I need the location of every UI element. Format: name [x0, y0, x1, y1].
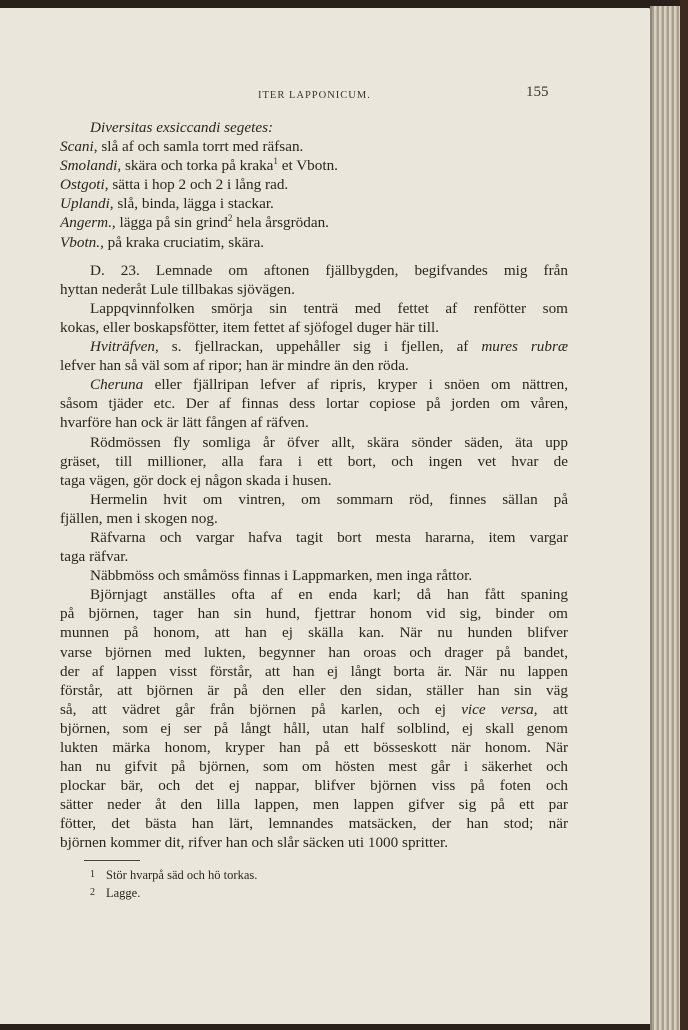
- line-text: , s. fjellrackan, uppehåller sig i fjellen, af: [154, 338, 482, 356]
- page-header: [0, 84, 652, 104]
- text-line: [60, 662, 568, 681]
- text-line: [60, 566, 568, 585]
- item-text-tail: hela årsgrödan.: [232, 214, 329, 232]
- line-text: förstår, att björnen är på den eller den sidan, ställer han sin väg: [60, 681, 568, 699]
- text-line: [60, 337, 568, 356]
- line-text: björnen kommer dit, rifver han och slår säcken uti 1000 spritter.: [60, 834, 449, 852]
- italic-term: Hviträfven: [90, 338, 155, 356]
- list-item: [60, 137, 568, 156]
- text-line: [60, 375, 568, 394]
- text-line: [60, 585, 568, 604]
- place-name: Vbotn.: [60, 233, 101, 251]
- body-text: [60, 118, 568, 853]
- item-text: , slå, binda, lägga i stackar.: [109, 195, 274, 213]
- line-text: på björnen, tager han sin hund, fjettrar honom vid sig, binder om: [60, 605, 568, 623]
- item-text-tail: et Vbotn.: [277, 157, 338, 175]
- text-line: [60, 547, 568, 566]
- item-text: , lägga på sin grind: [111, 214, 228, 232]
- text-line: [60, 719, 568, 738]
- text-line: [60, 738, 568, 757]
- list-item: [60, 233, 568, 252]
- text-line: [60, 471, 568, 490]
- italic-term: Cheruna: [90, 376, 144, 394]
- text-line: [60, 280, 568, 299]
- footnote-number: 2: [90, 887, 95, 898]
- line-text: Hermelin hvit om vintren, om sommarn röd, finnes sällan på: [90, 490, 568, 508]
- line-text: lefver han så väl som af ripor; han är mindre än den röda.: [60, 357, 409, 375]
- line-text: gräset, till millioner, alla fara i ett bort, och ingen vet hvar de: [60, 452, 568, 470]
- line-text: taga räfvar.: [60, 548, 129, 566]
- text-line: [60, 681, 568, 700]
- line-text: lukten märka honom, kryper han på ett bösseskott när honom. När: [60, 739, 568, 756]
- place-name: Scani: [60, 138, 94, 156]
- running-title: ITER LAPPONICUM.: [258, 90, 371, 101]
- line-text: hvarföre han ock är lätt fången af räfven.: [60, 414, 309, 432]
- list-item: [60, 175, 568, 194]
- text-line: [60, 643, 568, 662]
- footnote-rule: [84, 860, 140, 861]
- line-text-tail: , att: [533, 700, 568, 718]
- footnote-text: Lagge.: [106, 886, 141, 900]
- item-text: , slå af och samla torrt med räfsan.: [93, 138, 304, 156]
- text-line: [60, 261, 568, 280]
- place-name: Smolandi: [60, 157, 118, 175]
- page-number: 155: [526, 84, 549, 100]
- line-text: munnen på honom, att han ej skälla kan. När nu hunden blifver: [60, 624, 568, 642]
- paragraph-gap: [60, 252, 568, 261]
- book-cover-edge: [680, 0, 688, 1030]
- place-name: Ostgoti: [60, 176, 105, 194]
- list-item: [60, 194, 568, 213]
- footnote: [90, 866, 257, 884]
- line-text: sätter neder åt den lilla lappen, men lappen gifver sig på ett par: [60, 796, 568, 814]
- line-text: eller fjällripan lefver af ripris, kryper i snöen om nättren,: [143, 376, 568, 394]
- line-text: såsom tjäder etc. Der af finnas dess lortar copiose på jorden om våren,: [60, 395, 568, 413]
- line-text: taga vägen, gör dock ej någon skada i husen.: [60, 471, 332, 489]
- text-line: [60, 509, 568, 528]
- list-item: [60, 156, 568, 175]
- line-text: kokas, eller boskapsfötter, item fettet af sjöfogel duger här till.: [60, 318, 439, 336]
- line-text: Lappqvinnfolken smörja sin tenträ med fettet af renfötter som: [90, 299, 568, 317]
- footnote-ref: 1: [273, 156, 278, 167]
- text-line: [60, 413, 568, 432]
- line-text: varse björnen med lukten, begynner han oroas och drager på bandet,: [60, 643, 568, 661]
- line-text: Räfvarna och vargar hafva tagit bort mesta hararna, item vargar: [90, 528, 568, 546]
- text-line: [60, 299, 568, 318]
- line-text: Rödmössen fly somliga år öfver allt, skära sönder säden, äta upp: [90, 433, 568, 451]
- text-line: [60, 528, 568, 547]
- drying-methods-list: [60, 137, 568, 252]
- paragraphs: [60, 261, 568, 853]
- footnotes: [90, 866, 257, 902]
- item-text: , sätta i hop 2 och 2 i lång rad.: [104, 176, 289, 194]
- item-text: , på kraka cruciatim, skära.: [100, 233, 265, 251]
- text-line: [60, 490, 568, 509]
- text-line: [60, 433, 568, 452]
- line-text: fjällen, men i skogen nog.: [60, 509, 218, 527]
- text-line: [60, 604, 568, 623]
- text-line: [60, 776, 568, 795]
- text-line: [60, 757, 568, 776]
- line-text: der af lappen visst förstår, att han ej långt borta är. När nu lappen: [60, 662, 568, 680]
- place-name: Uplandi: [60, 195, 110, 213]
- footnote-text: Stör hvarpå säd och hö torkas.: [106, 868, 258, 882]
- line-text: fötter, det bästa han lärt, lemnandes matsäcken, der han stod; när: [60, 815, 568, 833]
- line-text: Björnjagt anställes ofta af en enda karl; då han fått spaning: [90, 586, 568, 604]
- line-text: så, att vädret går från björnen på karlen, och ej: [60, 700, 462, 718]
- line-text: D. 23. Lemnade om aftonen fjällbygden, begifvandes mig från: [90, 261, 568, 279]
- italic-term: vice versa: [461, 700, 534, 718]
- line-text: björnen, som ej ser på långt håll, utan half solblind, ej skall genom: [60, 719, 568, 737]
- list-item: [60, 213, 568, 232]
- italic-term: mures rubræ: [481, 338, 568, 356]
- text-line: [60, 795, 568, 814]
- text-line: [60, 394, 568, 413]
- item-text: , skära och torka på kraka: [117, 157, 274, 175]
- text-line: [60, 814, 568, 833]
- text-line: [60, 623, 568, 642]
- footnote: [90, 884, 257, 902]
- list-heading: Diversitas exsiccandi segetes:: [90, 119, 274, 136]
- line-text: hyttan nederåt Lule tillbakas sjövägen.: [60, 280, 295, 298]
- footnote-ref: 2: [227, 213, 233, 224]
- text-line: [60, 318, 568, 337]
- footnote-number: 1: [90, 869, 95, 880]
- text-line: [60, 700, 568, 719]
- line-text: han nu gifvit på björnen, som om hösten mest går i säkerhet och: [60, 758, 568, 776]
- text-line: [60, 356, 568, 375]
- text-line: [60, 833, 568, 852]
- line-text: Näbbmöss och småmöss finnas i Lappmarken, men inga råttor.: [90, 567, 473, 585]
- place-name: Angerm.: [60, 214, 112, 232]
- text-line: [60, 452, 568, 471]
- line-text: plockar bär, och det ej nappar, blifver björnen viss på foten och: [60, 777, 568, 795]
